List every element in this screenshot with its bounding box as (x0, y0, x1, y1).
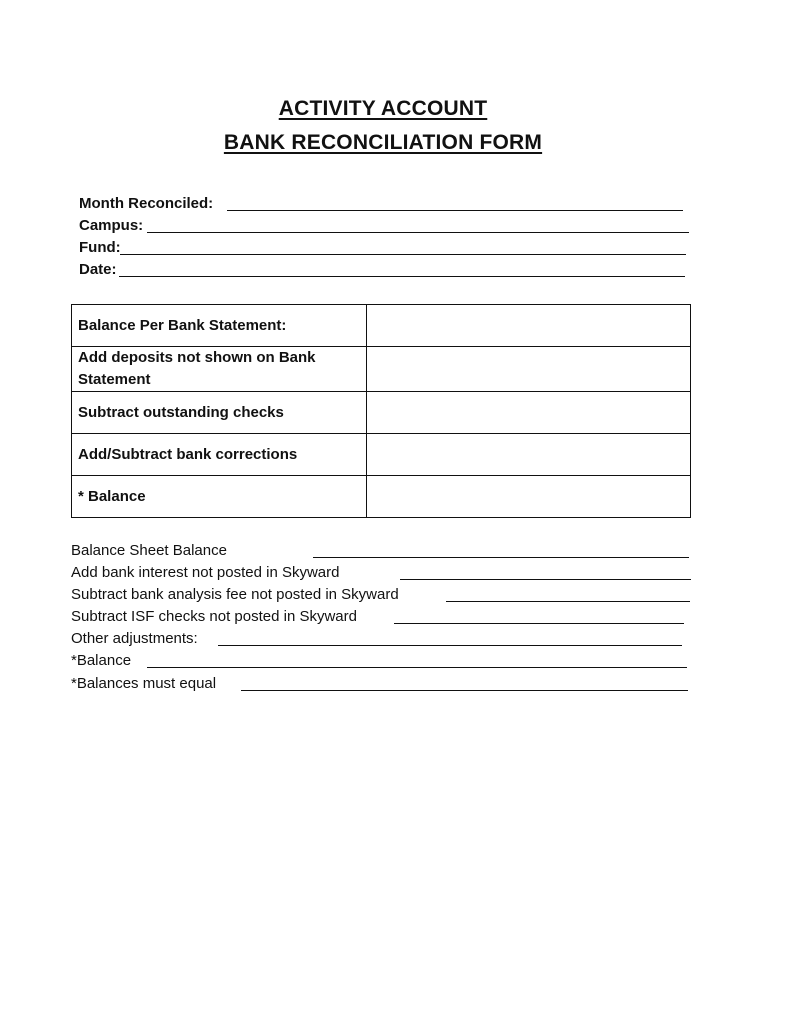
row-value-cell[interactable] (367, 347, 691, 392)
month-reconciled-label: Month Reconciled: (79, 195, 214, 212)
date-line[interactable] (119, 276, 685, 277)
isf-checks-field (71, 607, 684, 627)
other-adjustments-field (71, 629, 682, 649)
form-subtitle: BANK RECONCILIATION FORM (223, 131, 543, 154)
fund-line[interactable] (120, 254, 686, 255)
other-adjustments-line[interactable] (218, 645, 682, 646)
row-value-cell[interactable] (367, 392, 691, 434)
bank-interest-label: Add bank interest not posted in Skyward (71, 564, 340, 581)
table-row (72, 347, 691, 392)
month-reconciled-field (79, 194, 683, 214)
adjusted-balance-line[interactable] (147, 667, 687, 668)
adjusted-balance-label: *Balance (71, 652, 132, 669)
campus-field (79, 216, 689, 236)
balances-must-equal-field (71, 674, 688, 694)
balance-sheet-balance-line[interactable] (313, 557, 689, 558)
date-field (79, 260, 685, 280)
analysis-fee-label: Subtract bank analysis fee not posted in Skyward (71, 586, 399, 603)
table-row (72, 305, 691, 347)
row-value-cell[interactable] (367, 476, 691, 518)
row-value-cell[interactable] (367, 434, 691, 476)
table-row (72, 476, 691, 518)
campus-line[interactable] (147, 232, 689, 233)
fund-label: Fund: (79, 239, 121, 256)
fund-field (79, 238, 686, 258)
row-label: Add deposits not shown on Bank Statement (72, 347, 367, 392)
month-reconciled-line[interactable] (227, 210, 683, 211)
table-row (72, 434, 691, 476)
bank-interest-field (71, 563, 691, 583)
row-label: Subtract outstanding checks (72, 392, 367, 434)
table-row (72, 392, 691, 434)
analysis-fee-field (71, 585, 690, 605)
isf-checks-label: Subtract ISF checks not posted in Skyward (71, 608, 357, 625)
other-adjustments-label: Other adjustments: (71, 630, 198, 647)
bank-interest-line[interactable] (400, 579, 691, 580)
campus-label: Campus: (79, 217, 144, 234)
analysis-fee-line[interactable] (446, 601, 690, 602)
adjusted-balance-field (71, 651, 687, 671)
balance-sheet-balance-field (71, 541, 689, 561)
balances-must-equal-label: *Balances must equal (71, 675, 217, 692)
isf-checks-line[interactable] (394, 623, 684, 624)
form-title: ACTIVITY ACCOUNT (278, 97, 488, 120)
row-label: Add/Subtract bank corrections (72, 434, 367, 476)
balance-sheet-balance-label: Balance Sheet Balance (71, 542, 227, 559)
row-label: Balance Per Bank Statement: (72, 305, 367, 347)
reconciliation-table (71, 304, 691, 518)
row-value-cell[interactable] (367, 305, 691, 347)
row-label: * Balance (72, 476, 367, 518)
date-label: Date: (79, 261, 117, 278)
balances-must-equal-line[interactable] (241, 690, 688, 691)
